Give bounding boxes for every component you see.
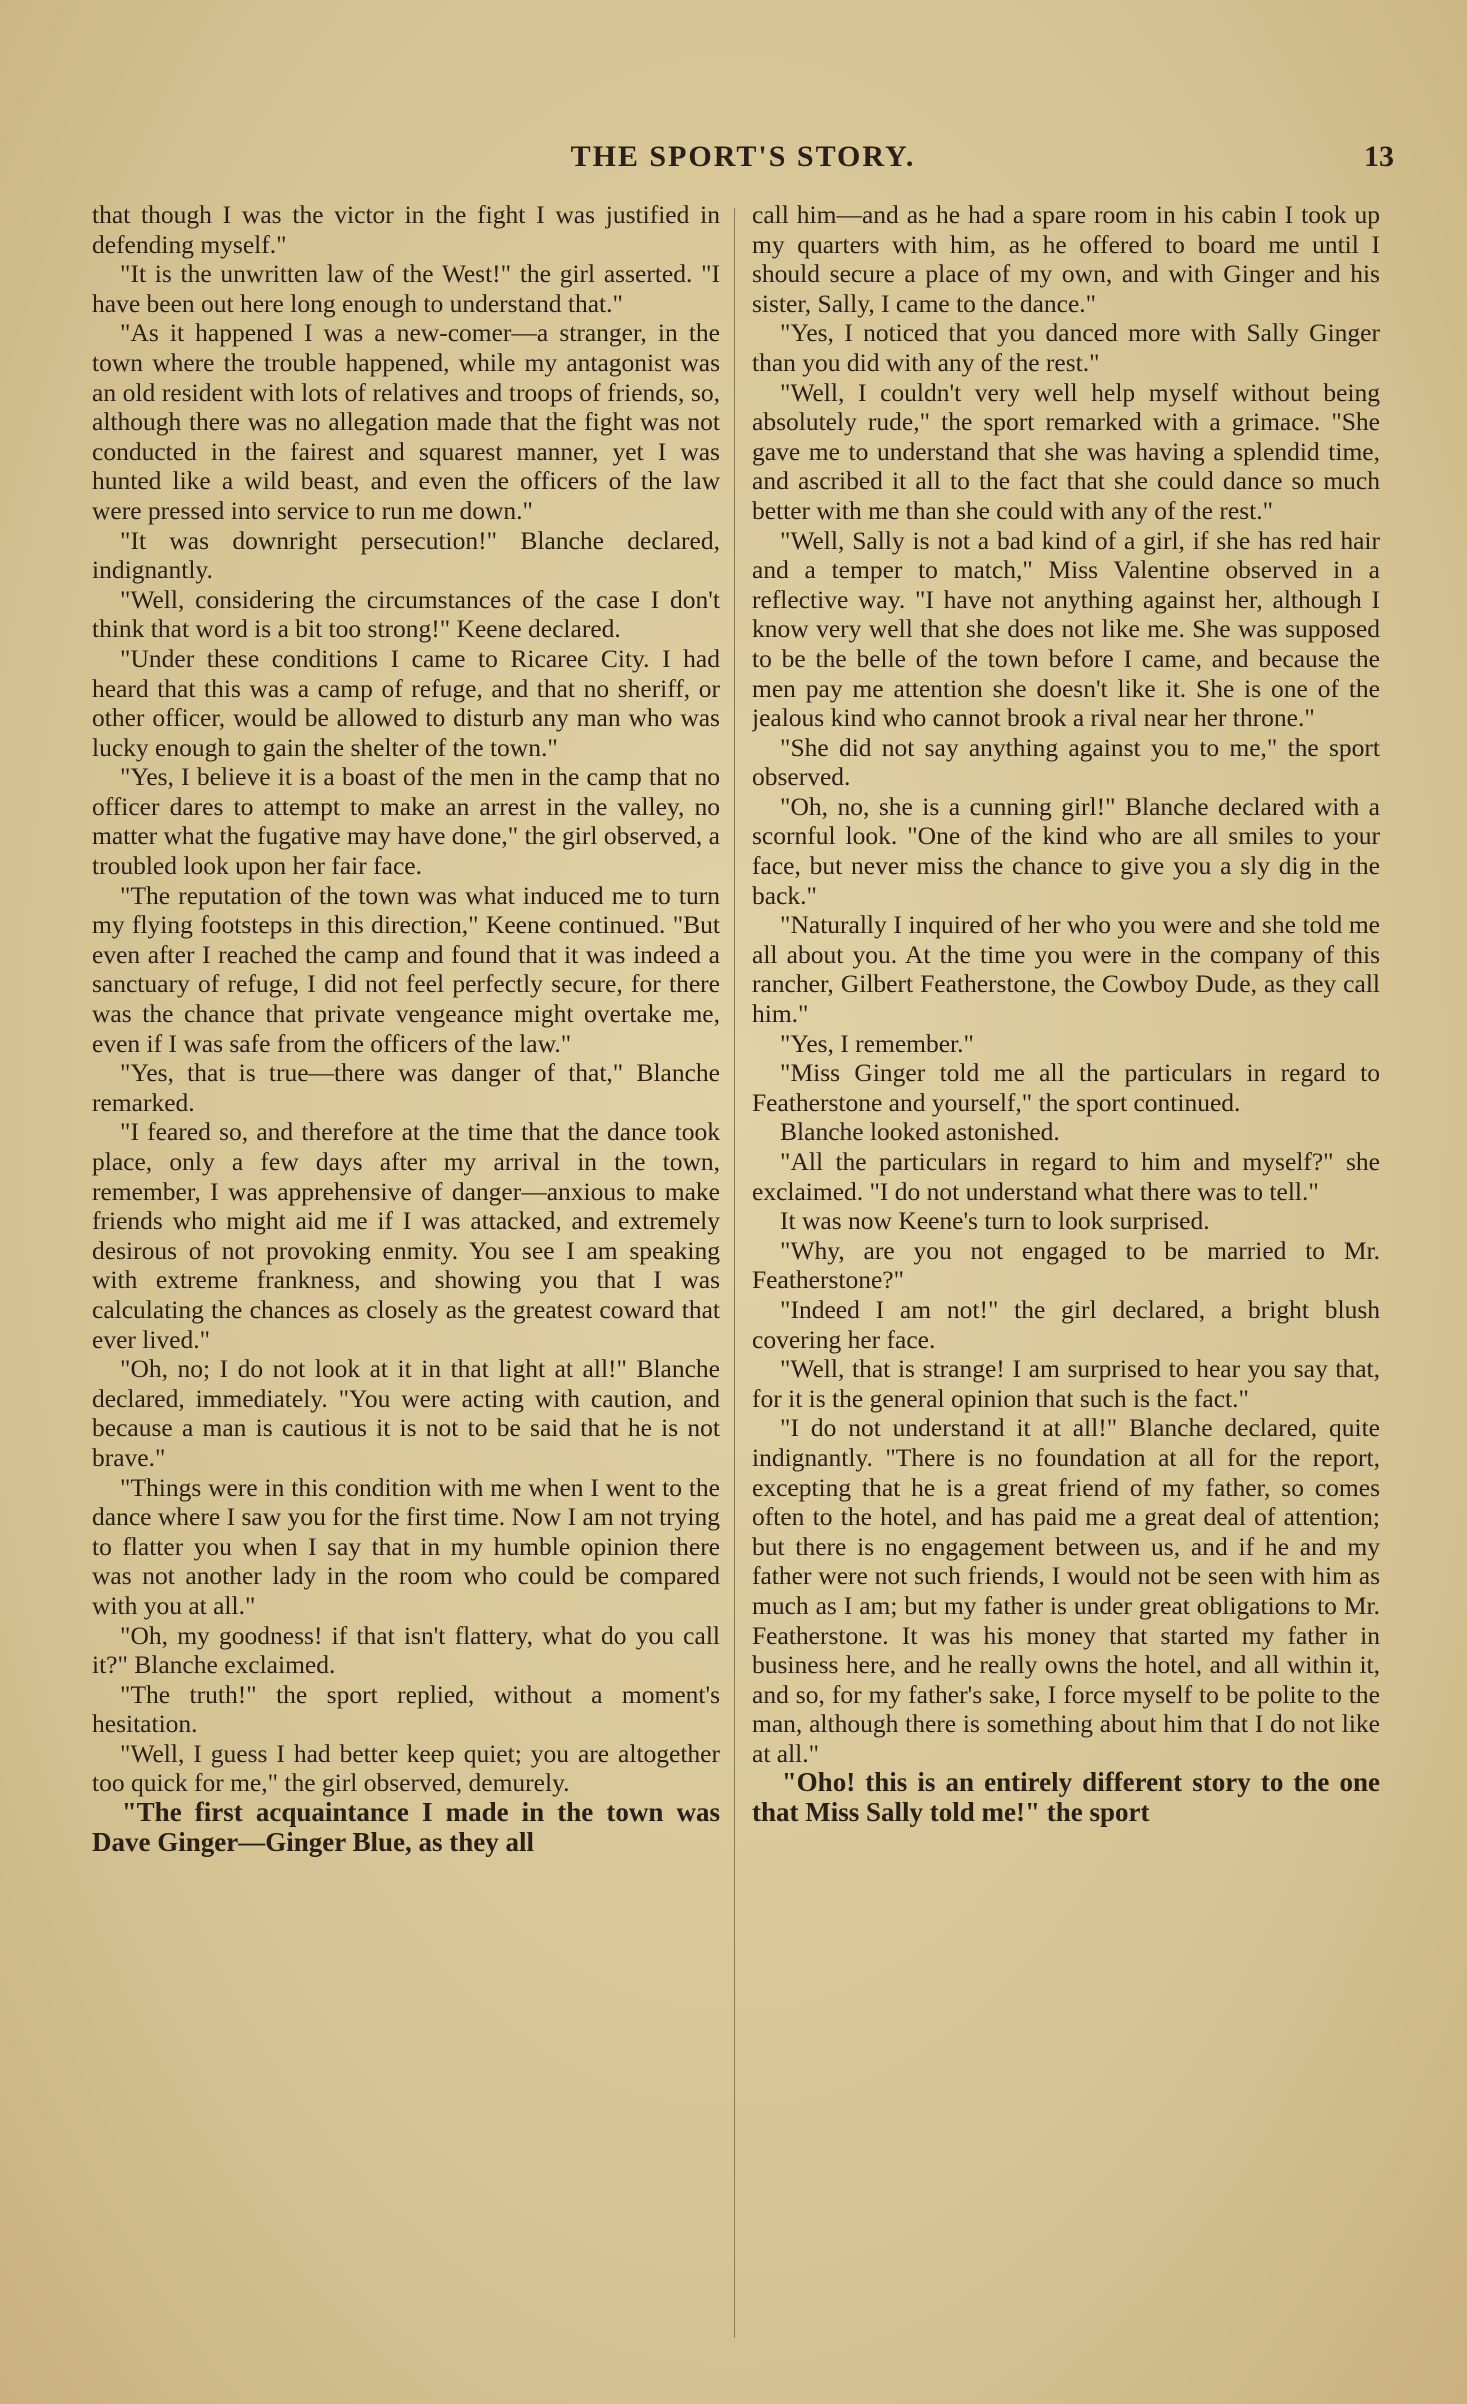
paragraph: "As it happened I was a new-comer—a stranger, in the town where the trouble happened, while my antagonist was an old resident with lots of relatives and troops of friends, so, although there was no allegation made that the fight was not conducted in the fairest and squarest manner, yet I was hunted like a wild beast, and even the officers of the law were pressed into service to run me down." bbox=[92, 318, 720, 525]
paragraph: "The reputation of the town was what induced me to turn my flying footsteps in this direction," Keene continued. "But even after I reached the camp and found that it was indeed a sanctuary of refuge, I did not feel perfectly secure, for there was the chance that private vengeance might overtake me, even if I was safe from the officers of the law." bbox=[92, 880, 720, 1058]
paragraph: It was now Keene's turn to look surprised. bbox=[780, 1206, 1210, 1236]
paragraph: "Yes, I remember." bbox=[780, 1028, 974, 1058]
paragraph: "Well, I guess I had better keep quiet; you are altogether too quick for me," the girl observed, demurely. bbox=[92, 1738, 720, 1798]
paragraph: "Yes, that is true—there was danger of that," Blanche remarked. bbox=[92, 1058, 720, 1117]
paragraph: "Miss Ginger told me all the particulars in regard to Featherstone and yourself," the sport continued. bbox=[752, 1058, 1380, 1117]
paragraph: "It was downright persecution!" Blanche declared, indignantly. bbox=[92, 525, 720, 585]
paragraph: "Why, are you not engaged to be married to Mr. Featherstone?" bbox=[752, 1235, 1380, 1295]
paragraph: "Well, considering the circumstances of the case I don't think that word is a bit too strong!" Keene declared. bbox=[92, 584, 720, 644]
paragraph: "Well, I couldn't very well help myself without being absolutely rude," the sport remarked with a grimace. "She gave me to understand that she was having a splendid time, and ascribed it all to the fact that she could dance so much better with me than she could with any of the rest." bbox=[752, 377, 1380, 525]
column-divider bbox=[734, 208, 735, 2338]
paragraph: "Oh, no, she is a cunning girl!" Blanche declared with a scornful look. "One of the kind who are all smiles to your face, but never miss the chance to give you a sly dig in the back." bbox=[752, 791, 1380, 910]
left-column bbox=[92, 200, 720, 2350]
paragraph: "Yes, I noticed that you danced more with Sally Ginger than you did with any of the rest." bbox=[752, 318, 1380, 377]
paragraph: "All the particulars in regard to him and myself?" she exclaimed. "I do not understand what there was to tell." bbox=[752, 1147, 1380, 1206]
paragraph: "Oh, my goodness! if that isn't flattery, what do you call it?" Blanche exclaimed. bbox=[92, 1620, 720, 1680]
right-column bbox=[752, 200, 1380, 2350]
paragraph: "I do not understand it at all!" Blanche declared, quite indignantly. "There is no foundation at all for the report, excepting that he is a great friend of my father, so comes often to the hotel, and has paid me a great deal of attention; but there is no engagement between us, and if he and my father were not such friends, I would not be seen with him as much as I am; but my father is under great obligations to Mr. Featherstone. It was his money that started my father in business here, and he really owns the hotel, and all within it, and so, for my father's sake, I force myself to be polite to the man, although there is something about him that I do not like at all." bbox=[752, 1413, 1380, 1768]
paragraph: "Things were in this condition with me when I went to the dance where I saw you for the first time. Now I am not trying to flatter you when I say that in my humble opinion there was not another lady in the room who could be compared with you at all." bbox=[92, 1472, 720, 1620]
paragraph: "The first acquaintance I made in the town was Dave Ginger—Ginger Blue, as they all bbox=[92, 1797, 720, 1857]
text-columns bbox=[92, 200, 1394, 2350]
paragraph: "Indeed I am not!" the girl declared, a bright blush covering her face. bbox=[752, 1294, 1380, 1354]
paragraph: "She did not say anything against you to me," the sport observed. bbox=[752, 732, 1380, 792]
paragraph: "Well, that is strange! I am surprised to hear you say that, for it is the general opinion that such is the fact." bbox=[752, 1354, 1380, 1413]
paragraph: "Oho! this is an entirely different story to the one that Miss Sally told me!" the sport bbox=[752, 1767, 1380, 1828]
paragraph: "It is the unwritten law of the West!" the girl asserted. "I have been out here long enough to understand that." bbox=[92, 259, 720, 318]
paragraph: "Naturally I inquired of her who you were and she told me all about you. At the time you were in the company of this rancher, Gilbert Featherstone, the Cowboy Dude, as they call him." bbox=[752, 910, 1380, 1029]
running-title: THE SPORT'S STORY. bbox=[570, 140, 916, 173]
paragraph: "The truth!" the sport replied, without a moment's hesitation. bbox=[92, 1679, 720, 1739]
paragraph: "Oh, no; I do not look at it in that light at all!" Blanche declared, immediately. "You were acting with caution, and because a man is cautious it is not to be said that he is not brave." bbox=[92, 1354, 720, 1472]
page-number: 13 bbox=[1364, 140, 1394, 173]
page-header bbox=[92, 140, 1394, 180]
paragraph: call him—and as he had a spare room in his cabin I took up my quarters with him, as he offered to board me until I should secure a place of my own, and with Ginger and his sister, Sally, I came to the dance." bbox=[752, 200, 1380, 318]
paragraph: that though I was the victor in the fight I was justified in defending myself." bbox=[92, 200, 720, 259]
paragraph: Blanche looked astonished. bbox=[780, 1117, 1060, 1147]
paragraph: "Under these conditions I came to Ricaree City. I had heard that this was a camp of refuge, and that no sheriff, or other officer, would be allowed to disturb any man who was lucky enough to gain the shelter of the town." bbox=[92, 643, 720, 762]
paragraph: "I feared so, and therefore at the time that the dance took place, only a few days after my arrival in the town, remember, I was apprehensive of danger—anxious to make friends who might aid me if I was attacked, and extremely desirous of not provoking enmity. You see I am speaking with extreme frankness, and showing you that I was calculating the chances as closely as the greatest coward that ever lived." bbox=[92, 1117, 720, 1354]
paragraph: "Yes, I believe it is a boast of the men in the camp that no officer dares to attempt to make an arrest in the valley, no matter what the fugative may have done," the girl observed, a troubled look upon her fair face. bbox=[92, 762, 720, 881]
paragraph: "Well, Sally is not a bad kind of a girl, if she has red hair and a temper to match," Miss Valentine observed in a reflective way. "I have not anything against her, although I know very well that she does not like me. She was supposed to be the belle of the town before I came, and because the men pay me attention she doesn't like it. She is one of the jealous kind who cannot brook a rival near her throne." bbox=[752, 525, 1380, 733]
